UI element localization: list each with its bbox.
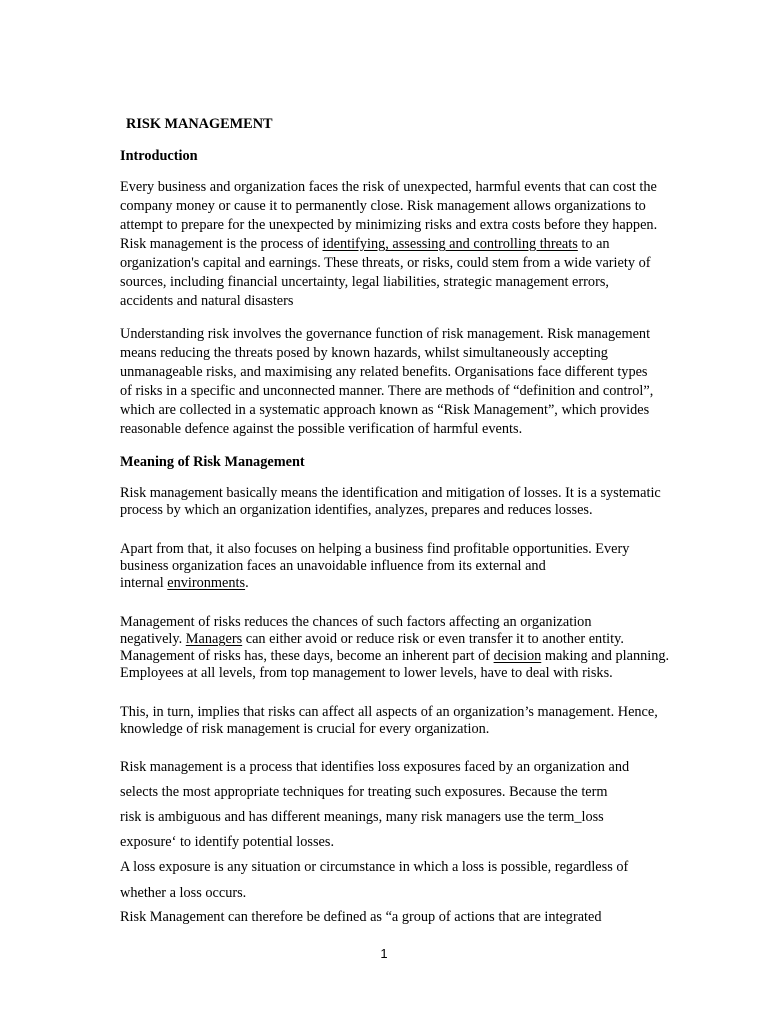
understanding-line: Understanding risk involves the governance function of risk management. Risk management bbox=[120, 326, 651, 342]
intro-line: attempt to prepare for the unexpected by minimizing risks and extra costs before they happen. bbox=[120, 217, 658, 233]
intro-line-text: to an bbox=[577, 236, 610, 252]
management-line-text: making and planning. bbox=[541, 648, 670, 664]
document-title: RISK MANAGEMENT bbox=[126, 116, 273, 132]
management-line: Employees at all levels, from top management to lower levels, have to deal with risks. bbox=[120, 665, 613, 681]
implies-line: This, in turn, implies that risks can affect all aspects of an organization’s management. Hence, bbox=[120, 704, 658, 720]
management-line-text: Management of risks has, these days, become an inherent part of bbox=[120, 648, 494, 664]
management-line bbox=[120, 630, 624, 648]
understanding-line: reasonable defence against the possible verification of harmful events. bbox=[120, 421, 523, 437]
understanding-line: means reducing the threats posed by known hazards, whilst simultaneously accepting bbox=[120, 345, 608, 361]
environments-link[interactable]: environments bbox=[167, 575, 246, 591]
intro-line: sources, including financial uncertainty, legal liabilities, strategic management errors, bbox=[120, 274, 609, 290]
apart-line-text: internal bbox=[120, 575, 168, 591]
intro-line bbox=[120, 235, 610, 253]
management-line-text: can either avoid or reduce risk or even transfer it to another entity. bbox=[242, 631, 624, 647]
intro-line: organization's capital and earnings. These threats, or risks, could stem from a wide variety of bbox=[120, 255, 651, 271]
heading-introduction: Introduction bbox=[120, 148, 198, 164]
process-line: A loss exposure is any situation or circumstance in which a loss is possible, regardless of bbox=[120, 859, 629, 875]
heading-meaning: Meaning of Risk Management bbox=[120, 454, 305, 470]
managers-link[interactable]: Managers bbox=[185, 631, 243, 647]
intro-line-text: Risk management is the process of bbox=[120, 236, 323, 252]
intro-line: Every business and organization faces the risk of unexpected, harmful events that can cost the bbox=[120, 179, 657, 195]
intro-line: accidents and natural disasters bbox=[120, 293, 294, 309]
understanding-line: which are collected in a systematic approach known as “Risk Management”, which provides bbox=[120, 402, 650, 418]
apart-line: business organization faces an unavoidable influence from its external and bbox=[120, 558, 546, 574]
management-line: Management of risks reduces the chances of such factors affecting an organization bbox=[120, 614, 592, 630]
understanding-line: of risks in a specific and unconnected manner. There are methods of “definition and control”, bbox=[120, 383, 654, 399]
meaning-line: Risk management basically means the identification and mitigation of losses. It is a systematic bbox=[120, 485, 661, 501]
process-line: risk is ambiguous and has different meanings, many risk managers use the term_loss bbox=[120, 809, 604, 825]
process-line: selects the most appropriate techniques for treating such exposures. Because the term bbox=[120, 784, 608, 800]
management-line-text: negatively. bbox=[120, 631, 186, 647]
apart-line bbox=[120, 574, 249, 592]
identifying-threats-link[interactable]: identifying, assessing and controlling threats bbox=[322, 236, 578, 252]
management-line bbox=[120, 647, 669, 665]
decision-link[interactable]: decision bbox=[493, 648, 542, 664]
process-line: whether a loss occurs. bbox=[120, 885, 247, 901]
process-line: Risk Management can therefore be defined as “a group of actions that are integrated bbox=[120, 909, 602, 925]
implies-line: knowledge of risk management is crucial for every organization. bbox=[120, 721, 490, 737]
intro-line: company money or cause it to permanently close. Risk management allows organizations to bbox=[120, 198, 646, 214]
process-line: exposure‘ to identify potential losses. bbox=[120, 834, 335, 850]
process-line: Risk management is a process that identifies loss exposures faced by an organization and bbox=[120, 759, 630, 775]
apart-line-text: . bbox=[245, 575, 249, 591]
understanding-line: unmanageable risks, and maximising any related benefits. Organisations face different types bbox=[120, 364, 648, 380]
meaning-line: process by which an organization identifies, analyzes, prepares and reduces losses. bbox=[120, 502, 593, 518]
page-number: 1 bbox=[380, 946, 388, 961]
apart-line: Apart from that, it also focuses on helping a business find profitable opportunities. Every bbox=[120, 541, 630, 557]
